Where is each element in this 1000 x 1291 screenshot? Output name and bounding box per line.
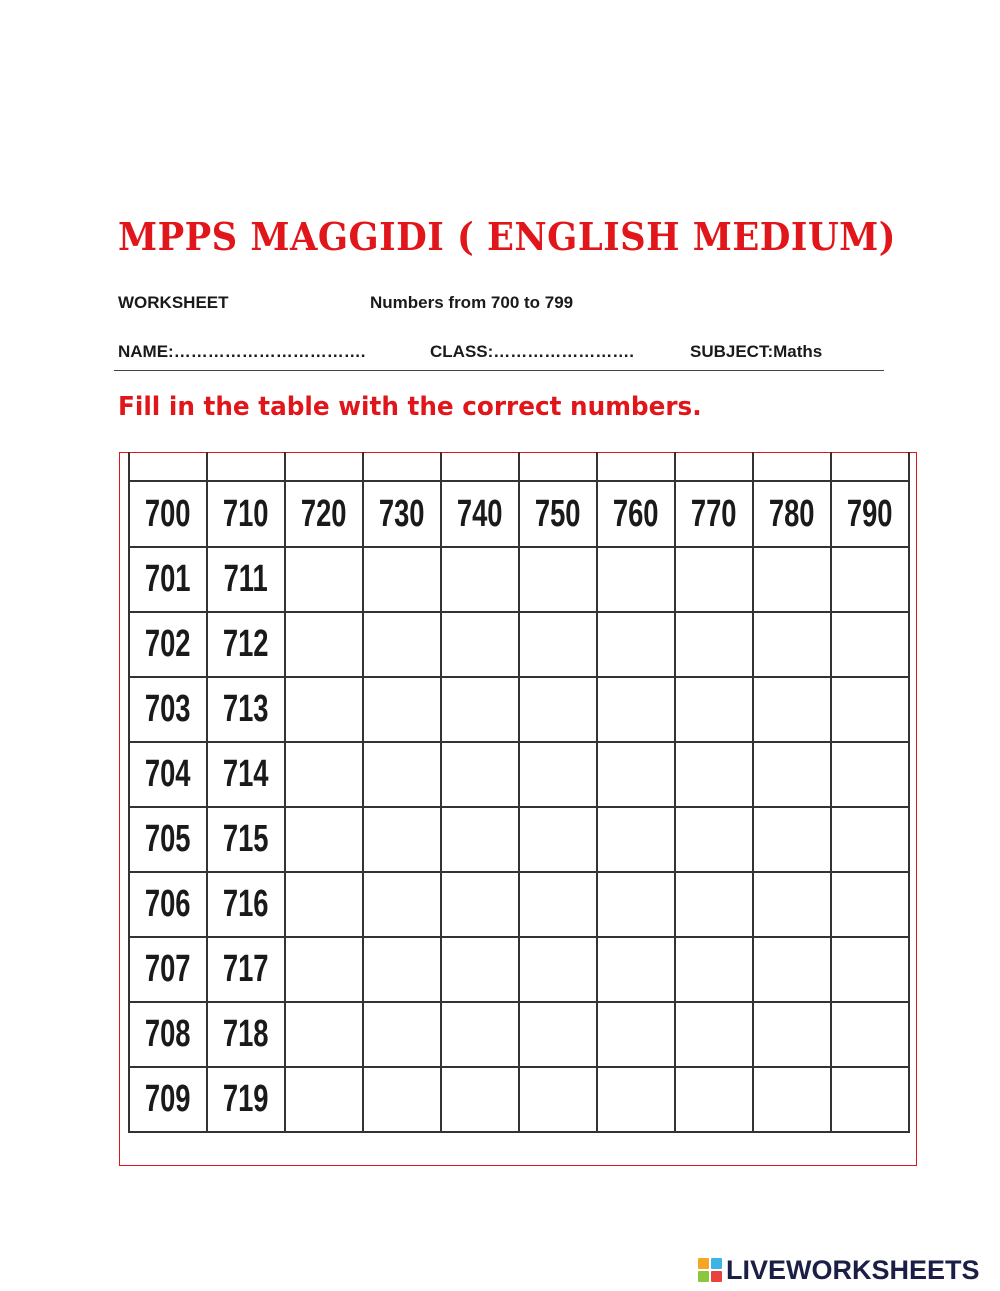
number-cell	[129, 937, 207, 1002]
strip-divider	[674, 452, 676, 480]
cell-value: 708	[145, 1013, 191, 1055]
answer-cell[interactable]	[831, 1002, 909, 1067]
answer-cell[interactable]	[519, 612, 597, 677]
strip-divider	[206, 452, 208, 480]
number-cell	[441, 481, 519, 547]
number-cell	[129, 872, 207, 937]
cell-value: 718	[223, 1013, 269, 1055]
cell-value: 780	[769, 492, 815, 535]
number-cell	[207, 1002, 285, 1067]
number-cell	[207, 807, 285, 872]
answer-cell[interactable]	[753, 937, 831, 1002]
answer-cell[interactable]	[441, 937, 519, 1002]
class-field: CLASS:…………………….	[430, 342, 634, 361]
answer-cell[interactable]	[675, 547, 753, 612]
answer-cell[interactable]	[675, 872, 753, 937]
cell-value: 703	[145, 688, 191, 730]
table-row	[129, 937, 909, 1002]
answer-cell[interactable]	[285, 872, 363, 937]
number-cell	[207, 872, 285, 937]
answer-cell[interactable]	[285, 1002, 363, 1067]
answer-cell[interactable]	[441, 1002, 519, 1067]
number-cell	[207, 677, 285, 742]
cell-value: 719	[223, 1078, 269, 1120]
table-top-strip	[128, 452, 911, 480]
instruction-text: Fill in the table with the correct numbers.	[118, 392, 702, 422]
answer-cell[interactable]	[753, 872, 831, 937]
answer-cell[interactable]	[519, 937, 597, 1002]
number-cell	[207, 547, 285, 612]
number-cell	[207, 612, 285, 677]
number-cell	[207, 481, 285, 547]
answer-cell[interactable]	[753, 807, 831, 872]
cell-value: 790	[847, 492, 893, 535]
answer-cell[interactable]	[753, 677, 831, 742]
answer-cell[interactable]	[675, 742, 753, 807]
cell-value: 730	[379, 492, 425, 535]
number-cell	[129, 677, 207, 742]
table-row	[129, 481, 909, 547]
answer-cell[interactable]	[597, 1067, 675, 1132]
number-cell	[285, 481, 363, 547]
answer-cell[interactable]	[831, 742, 909, 807]
subject-field: SUBJECT:Maths	[690, 342, 823, 361]
answer-cell[interactable]	[597, 677, 675, 742]
answer-cell[interactable]	[519, 807, 597, 872]
header-divider	[114, 370, 884, 371]
cell-value: 740	[457, 492, 503, 535]
strip-divider	[518, 452, 520, 480]
number-cell	[753, 481, 831, 547]
strip-divider	[440, 452, 442, 480]
number-cell	[129, 1002, 207, 1067]
strip-divider	[362, 452, 364, 480]
number-cell	[129, 807, 207, 872]
answer-cell[interactable]	[363, 1002, 441, 1067]
answer-cell[interactable]	[441, 547, 519, 612]
number-cell	[129, 1067, 207, 1132]
number-cell	[675, 481, 753, 547]
cell-value: 709	[145, 1078, 191, 1120]
answer-cell[interactable]	[597, 937, 675, 1002]
answer-cell[interactable]	[675, 1067, 753, 1132]
answer-cell[interactable]	[597, 1002, 675, 1067]
strip-divider	[596, 452, 598, 480]
answer-cell[interactable]	[363, 677, 441, 742]
cell-value: 770	[691, 492, 737, 535]
worksheet-topic: Numbers from 700 to 799	[370, 293, 574, 312]
table-row	[129, 742, 909, 807]
answer-cell[interactable]	[597, 612, 675, 677]
answer-cell[interactable]	[441, 742, 519, 807]
cell-value: 702	[145, 623, 191, 665]
answer-cell[interactable]	[363, 612, 441, 677]
answer-cell[interactable]	[285, 1067, 363, 1132]
answer-cell[interactable]	[285, 807, 363, 872]
cell-value: 701	[145, 558, 191, 600]
answer-cell[interactable]	[753, 612, 831, 677]
cell-value: 715	[223, 818, 269, 860]
number-cell	[129, 742, 207, 807]
worksheet-label: WORKSHEET	[118, 293, 229, 312]
liveworksheets-brand	[697, 1254, 980, 1286]
answer-cell[interactable]	[753, 1002, 831, 1067]
answer-cell[interactable]	[675, 612, 753, 677]
number-cell	[519, 481, 597, 547]
answer-cell[interactable]	[519, 1002, 597, 1067]
answer-cell[interactable]	[441, 872, 519, 937]
brand-name: LIVEWORKSHEETS	[726, 1254, 980, 1285]
liveworksheets-logo-icon	[697, 1257, 723, 1283]
answer-cell[interactable]	[285, 937, 363, 1002]
answer-cell[interactable]	[675, 937, 753, 1002]
table-row	[129, 612, 909, 677]
answer-cell[interactable]	[363, 1067, 441, 1132]
number-cell	[129, 612, 207, 677]
strip-divider	[284, 452, 286, 480]
answer-cell[interactable]	[519, 742, 597, 807]
cell-value: 717	[223, 948, 269, 990]
table-row	[129, 807, 909, 872]
strip-divider	[752, 452, 754, 480]
cell-value: 720	[301, 492, 347, 535]
answer-cell[interactable]	[441, 1067, 519, 1132]
answer-cell[interactable]	[519, 547, 597, 612]
answer-cell[interactable]	[675, 807, 753, 872]
answer-cell[interactable]	[441, 612, 519, 677]
number-cell	[207, 937, 285, 1002]
number-cell	[597, 481, 675, 547]
cell-value: 712	[223, 623, 269, 665]
answer-cell[interactable]	[285, 677, 363, 742]
answer-cell[interactable]	[363, 937, 441, 1002]
strip-divider	[830, 452, 832, 480]
answer-cell[interactable]	[831, 677, 909, 742]
answer-cell[interactable]	[285, 547, 363, 612]
cell-value: 713	[223, 688, 269, 730]
answer-cell[interactable]	[597, 872, 675, 937]
answer-cell[interactable]	[597, 742, 675, 807]
cell-value: 705	[145, 818, 191, 860]
answer-cell[interactable]	[831, 872, 909, 937]
strip-divider	[128, 452, 130, 480]
cell-value: 716	[223, 883, 269, 925]
strip-divider	[908, 452, 910, 480]
answer-cell[interactable]	[753, 547, 831, 612]
table-row	[129, 1067, 909, 1132]
cell-value: 706	[145, 883, 191, 925]
answer-cell[interactable]	[519, 1067, 597, 1132]
answer-cell[interactable]	[363, 742, 441, 807]
answer-cell[interactable]	[675, 1002, 753, 1067]
number-cell	[831, 481, 909, 547]
cell-value: 704	[145, 753, 191, 795]
cell-value: 711	[223, 558, 269, 600]
school-title: MPPS MAGGIDI ( ENGLISH MEDIUM)	[118, 214, 896, 259]
number-cell	[129, 547, 207, 612]
answer-cell[interactable]	[285, 612, 363, 677]
answer-cell[interactable]	[597, 807, 675, 872]
answer-cell[interactable]	[597, 547, 675, 612]
answer-cell[interactable]	[363, 547, 441, 612]
answer-cell[interactable]	[363, 807, 441, 872]
name-field: NAME:…………………………….	[118, 342, 366, 361]
answer-cell[interactable]	[285, 742, 363, 807]
answer-cell[interactable]	[831, 612, 909, 677]
answer-cell[interactable]	[519, 872, 597, 937]
number-table	[128, 480, 910, 1133]
cell-value: 700	[145, 492, 191, 535]
answer-cell[interactable]	[753, 1067, 831, 1132]
table-row	[129, 677, 909, 742]
answer-cell[interactable]	[519, 677, 597, 742]
table-row	[129, 1002, 909, 1067]
cell-value: 714	[223, 753, 269, 795]
answer-cell[interactable]	[831, 1067, 909, 1132]
answer-cell[interactable]	[675, 677, 753, 742]
answer-cell[interactable]	[831, 547, 909, 612]
number-cell	[207, 1067, 285, 1132]
answer-cell[interactable]	[831, 937, 909, 1002]
cell-value: 750	[535, 492, 581, 535]
cell-value: 707	[145, 948, 191, 990]
number-cell	[207, 742, 285, 807]
cell-value: 710	[223, 492, 269, 535]
answer-cell[interactable]	[441, 677, 519, 742]
answer-cell[interactable]	[753, 742, 831, 807]
answer-cell[interactable]	[831, 807, 909, 872]
table-row	[129, 872, 909, 937]
answer-cell[interactable]	[441, 807, 519, 872]
number-cell	[363, 481, 441, 547]
table-row	[129, 547, 909, 612]
cell-value: 760	[613, 492, 659, 535]
answer-cell[interactable]	[363, 872, 441, 937]
number-cell	[129, 481, 207, 547]
